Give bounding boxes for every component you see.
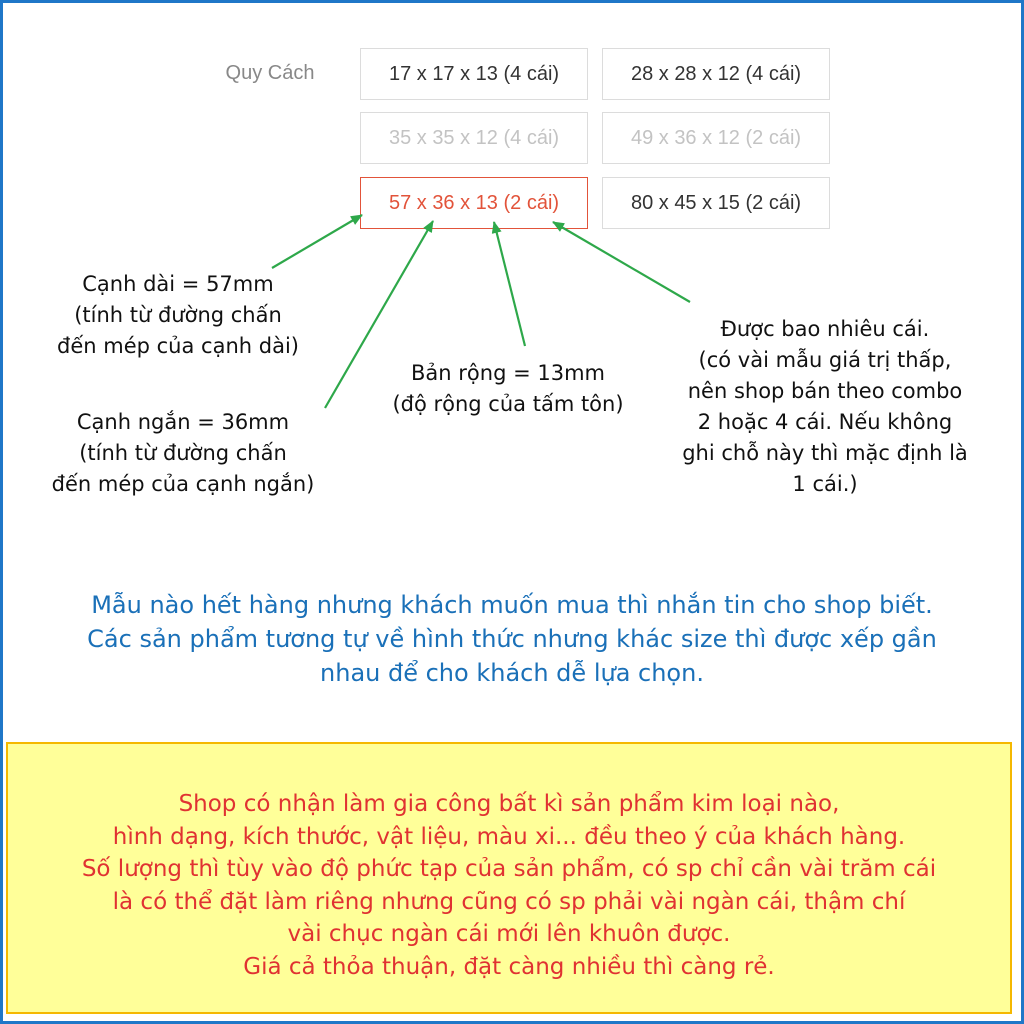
- spec-option-49x36x12: 49 x 36 x 12 (2 cái): [602, 112, 830, 164]
- out-of-stock-info: Mẫu nào hết hàng nhưng khách muốn mua thì nhắn tin cho shop biết. Các sản phẩm tương tự về hình thức nhưng khác size thì được xếp gần nhau để cho khách dễ lựa chọn.: [87, 591, 937, 687]
- arrow-count: [553, 222, 690, 302]
- spec-option-57x36x13-selected[interactable]: 57 x 36 x 13 (2 cái): [360, 177, 588, 229]
- note-short-edge: Cạnh ngắn = 36mm (tính từ đường chấn đến mép của cạnh ngắn): [51, 410, 315, 496]
- spec-label: Quy Cách: [225, 62, 315, 84]
- spec-option-17x17x13[interactable]: 17 x 17 x 13 (4 cái): [360, 48, 588, 100]
- custom-order-box: [6, 742, 1012, 1014]
- note-width: Bản rộng = 13mm (độ rộng của tấm tôn): [392, 361, 624, 416]
- arrow-long-edge: [272, 215, 362, 268]
- spec-option-35x35x12: 35 x 35 x 12 (4 cái): [360, 112, 588, 164]
- spec-option-28x28x12[interactable]: 28 x 28 x 12 (4 cái): [602, 48, 830, 100]
- note-long-edge: Cạnh dài = 57mm (tính từ đường chấn đến mép của cạnh dài): [57, 272, 299, 358]
- note-count: Được bao nhiêu cái. (có vài mẫu giá trị thấp, nên shop bán theo combo 2 hoặc 4 cái. Nếu không ghi chỗ này thì mặc định là 1 cái.): [682, 317, 968, 496]
- arrow-width: [494, 222, 525, 346]
- spec-option-80x45x15[interactable]: 80 x 45 x 15 (2 cái): [602, 177, 830, 229]
- custom-order-text: Shop có nhận làm gia công bất kì sản phẩm kim loại nào, hình dạng, kích thước, vật liệu, màu xi... đều theo ý của khách hàng. Số lượng thì tùy vào độ phức tạp của sản phẩm, có sp chỉ cần vài trăm cái là có thể đặt làm riêng nhưng cũng có sp phải vài ngàn cái, thậm chí vài chục ngàn cái mới lên khuôn được. Giá cả thỏa thuận, đặt càng nhiều thì càng rẻ.: [81, 791, 937, 980]
